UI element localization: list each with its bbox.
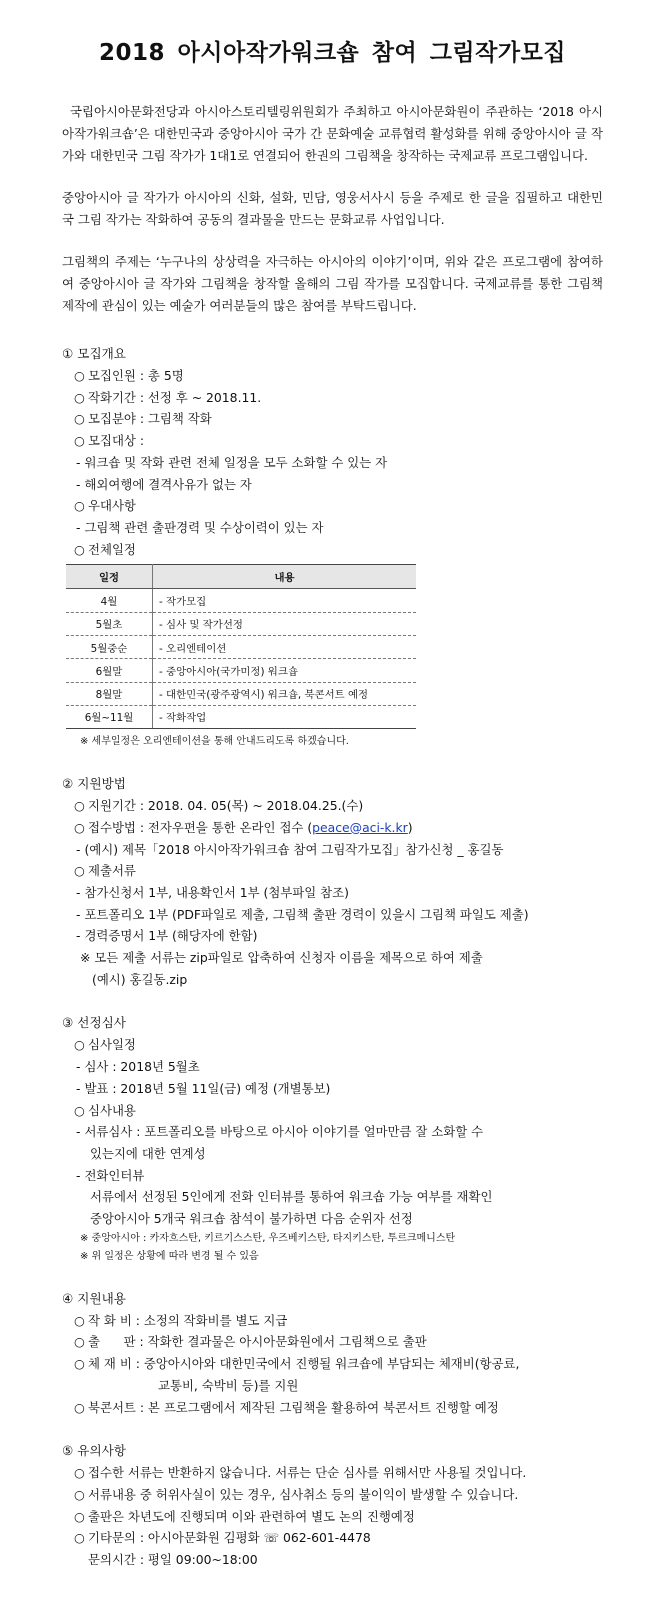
section-selection-review [62, 1012, 603, 1265]
list-item: ○ 모집인원 : 총 5명 [62, 365, 603, 387]
review-note: ※ 중앙아시아 : 카자흐스탄, 키르기스스탄, 우즈베키스탄, 타지키스탄, 투르크메니스탄 [80, 1232, 456, 1244]
bullet-icon: ○ [74, 863, 85, 879]
bullet-icon: ○ [74, 433, 85, 449]
list-item-continued: 교통비, 숙박비 등)를 지원 [158, 1377, 299, 1393]
list-item: - 그림책 관련 출판경력 및 수상이력이 있는 자 [76, 519, 324, 535]
bullet-icon: ○ [74, 1530, 85, 1546]
list-item: ○ 접수한 서류는 반환하지 않습니다. 서류는 단순 심사를 위해서만 사용될 것입니다. [62, 1462, 603, 1484]
contact-hours: 문의시간 : 평일 09:00~18:00 [88, 1552, 258, 1568]
section-heading: ① 모집개요 [62, 346, 126, 361]
bullet-icon: ○ [74, 1465, 85, 1481]
section-support [62, 1288, 603, 1419]
list-item: ○ 우대사항 [62, 495, 603, 517]
list-item: - 해외여행에 결격사유가 없는 자 [76, 476, 252, 492]
bullet-icon: ○ [74, 541, 85, 557]
table-row: 4월 - 작가모집 [66, 589, 416, 612]
list-item: - 워크숍 및 작화 관련 전체 일정을 모두 소화할 수 있는 자 [76, 454, 388, 470]
section-heading: ③ 선정심사 [62, 1015, 126, 1031]
table-row: 6월말 - 중앙아시아(국가미정) 워크숍 [66, 659, 416, 682]
bullet-icon: ○ [74, 368, 85, 383]
intro-paragraph-1: 국립아시아문화전당과 아시아스토리텔링위원회가 주최하고 아시아문화원이 주관하는 ‘2018 아시아작가워크숍’은 대한민국과 중앙아시아 국가 간 문화예술 교류협력 활성화를 위해 중앙아시아 글 작가와 대한민국 그림 작가가 1대1로 연결되어 한권의 그림책을 창작하는 국제교류 프로그램입니다. [62, 104, 603, 163]
list-item: ○ 서류내용 중 허위사실이 있는 경우, 심사취소 등의 불이익이 발생할 수 있습니다. [62, 1484, 603, 1506]
bullet-icon: ○ [74, 1508, 85, 1524]
list-item: ○ 작화기간 : 선정 후 ~ 2018.11. [62, 387, 603, 409]
list-item: ○ 접수방법 : 전자우편을 통한 온라인 접수 (peace@aci-k.kr) [62, 817, 603, 839]
section-application [62, 773, 603, 990]
list-item: - 서류심사 : 포트폴리오를 바탕으로 아시아 이야기를 얼마만큼 잘 소화할 수 [76, 1124, 484, 1140]
submission-note: ※ 모든 제출 서류는 zip파일로 압축하여 신청자 이름을 제목으로 하여 제출 [80, 950, 483, 966]
schedule-note: ※ 세부일정은 오리엔테이션을 통해 안내드리도록 하겠습니다. [80, 736, 349, 748]
list-item: ○ 지원기간 : 2018. 04. 05(목) ~ 2018.04.25.(수) [62, 795, 603, 817]
list-item: ○ 출판은 차년도에 진행되며 이와 관련하여 별도 논의 진행예정 [62, 1506, 603, 1528]
bullet-icon: ○ [74, 1037, 85, 1053]
bullet-icon: ○ [74, 1486, 85, 1502]
section-heading: ② 지원방법 [62, 776, 126, 792]
list-item: ○ 심사내용 [62, 1100, 603, 1122]
intro-paragraph-3: 그림책의 주제는 ‘누구나의 상상력을 자극하는 아시아의 이야기’이며, 위와 같은 프로그램에 참여하여 중앙아시아 글 작가와 그림책을 창작할 올해의 그림 작가를 모집합니다. 국제교류를 통한 그림책 제작에 관심이 있는 예술가 여러분들의 많은 참여를 부탁드립니다. [62, 254, 603, 313]
list-item: - (예시) 제목「2018 아시아작가워크숍 참여 그림작가모집」참가신청 _ 홍길동 [76, 841, 504, 857]
list-item: ○ 북콘서트 : 본 프로그램에서 제작된 그림책을 활용하여 북콘서트 진행할 예정 [62, 1397, 603, 1419]
list-item: - 발표 : 2018년 5월 11일(금) 예정 (개별통보) [76, 1080, 331, 1096]
table-row: 8월말 - 대한민국(광주광역시) 워크숍, 북콘서트 예정 [66, 682, 416, 705]
bullet-icon: ○ [74, 411, 85, 427]
bullet-icon: ○ [74, 1102, 85, 1118]
list-item: - 전화인터뷰 [76, 1167, 145, 1183]
review-note: ※ 위 일정은 상황에 따라 변경 될 수 있음 [80, 1250, 259, 1262]
bullet-icon: ○ [74, 498, 85, 514]
table-header: 일정 [66, 565, 153, 589]
section-heading: ⑤ 유의사항 [62, 1443, 126, 1459]
list-item: - 심사 : 2018년 5월초 [76, 1059, 200, 1075]
list-item: ○ 작 화 비 : 소정의 작화비를 별도 지급 [62, 1310, 603, 1332]
list-item-continued: 서류에서 선정된 5인에게 전화 인터뷰를 통하여 워크숍 가능 여부를 재확인 [90, 1189, 493, 1205]
table-row: 5월중순 - 오리엔테이션 [66, 635, 416, 658]
table-row: 5월초 - 심사 및 작가선정 [66, 612, 416, 635]
page-title: 2018 아시아작가워크숍 참여 그림작가모집 [98, 40, 567, 66]
bullet-icon: ○ [74, 1356, 85, 1372]
list-item: - 경력증명서 1부 (해당자에 한함) [76, 928, 258, 944]
list-item: ○ 기타문의 : 아시아문화원 김평화 ☏ 062-601-4478 [62, 1527, 603, 1549]
list-item: ○ 전체일정 [62, 539, 603, 561]
bullet-icon: ○ [74, 1312, 85, 1328]
list-item: ○ 출 판 : 작화한 결과물은 아시아문화원에서 그림책으로 출판 [62, 1331, 603, 1353]
schedule-table [66, 564, 416, 729]
section-recruit-overview [62, 343, 603, 751]
intro-paragraph-2: 중앙아시아 글 작가가 아시아의 신화, 설화, 민담, 영웅서사시 등을 주제로 한 글을 집필하고 대한민국 그림 작가는 작화하여 공동의 결과물을 만드는 문화교류 사업입니다. [62, 190, 603, 227]
bullet-icon: ○ [74, 1334, 85, 1350]
email-link[interactable]: peace@aci-k.kr [312, 819, 408, 835]
list-item-continued: 중앙아시아 5개국 워크숍 참석이 불가하면 다음 순위자 선정 [90, 1211, 413, 1227]
section-notes [62, 1440, 603, 1571]
list-item: ○ 모집대상 : [62, 430, 603, 452]
list-item: ○ 모집분야 : 그림책 작화 [62, 408, 603, 430]
section-heading: ④ 지원내용 [62, 1290, 126, 1306]
list-item-continued: 있는지에 대한 연계성 [90, 1145, 206, 1161]
bullet-icon: ○ [74, 389, 85, 405]
bullet-icon: ○ [74, 798, 85, 814]
list-item: - 포트폴리오 1부 (PDF파일로 제출, 그림책 출판 경력이 있을시 그림책 파일도 제출) [76, 906, 529, 922]
list-item: ○ 제출서류 [62, 860, 603, 882]
list-item: - 참가신청서 1부, 내용확인서 1부 (첨부파일 참조) [76, 884, 349, 900]
table-row: 6월~11월 - 작화작업 [66, 705, 416, 728]
list-item: ○ 체 재 비 : 중앙아시아와 대한민국에서 진행될 워크숍에 부담되는 체재비(항공료, [62, 1353, 603, 1375]
table-header: 내용 [153, 565, 417, 589]
bullet-icon: ○ [74, 819, 85, 835]
submission-example: (예시) 홍길동.zip [92, 971, 188, 987]
bullet-icon: ○ [74, 1399, 85, 1415]
list-item: ○ 심사일정 [62, 1034, 603, 1056]
